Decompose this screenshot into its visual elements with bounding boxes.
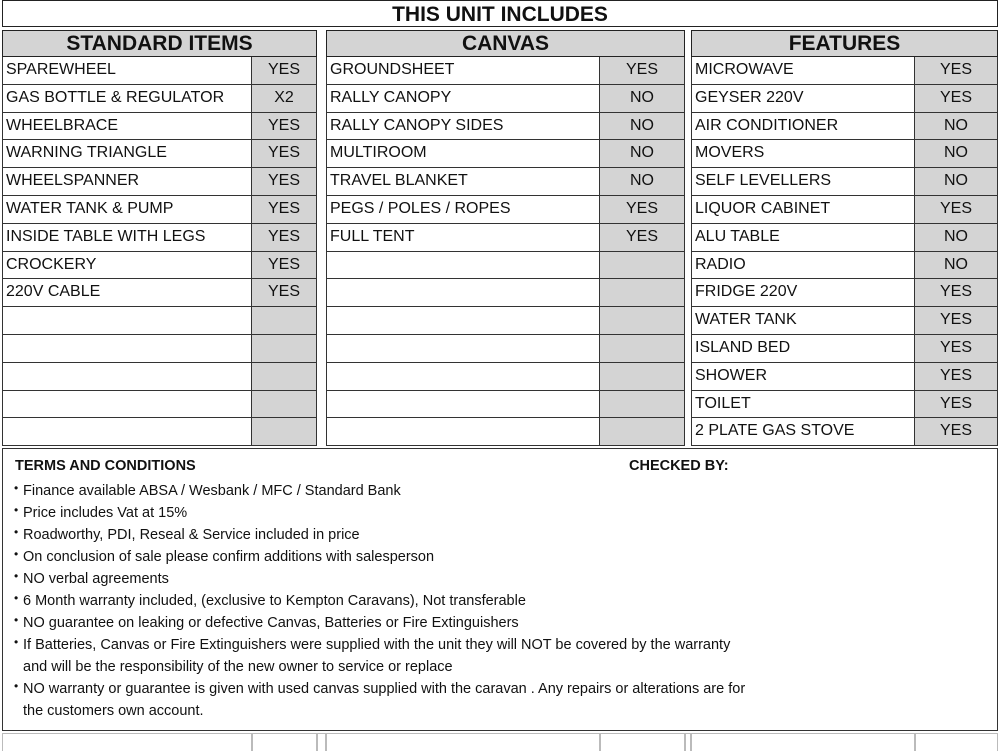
item-label: TOILET — [691, 391, 915, 419]
table-row — [326, 363, 685, 391]
terms-item: • On conclusion of sale please confirm additions with salesperson — [14, 546, 754, 568]
item-value — [252, 391, 317, 419]
item-value — [252, 418, 317, 446]
terms-heading: TERMS AND CONDITIONS — [15, 458, 196, 474]
item-label: WHEELSPANNER — [2, 168, 252, 196]
terms-item: • NO guarantee on leaking or defective Canvas, Batteries or Fire Extinguishers — [14, 612, 754, 634]
terms-item: • 6 Month warranty included, (exclusive to Kempton Caravans), Not transferable — [14, 590, 754, 612]
item-label: TRAVEL BLANKET — [326, 168, 600, 196]
checked-by-label: CHECKED BY: — [629, 458, 729, 474]
item-label — [326, 307, 600, 335]
item-value: YES — [915, 85, 998, 113]
item-value: YES — [600, 196, 685, 224]
item-value: X2 — [252, 85, 317, 113]
terms-item: • Finance available ABSA / Wesbank / MFC / Standard Bank — [14, 480, 754, 502]
item-label — [2, 363, 252, 391]
item-value: YES — [252, 168, 317, 196]
bottom-cell — [326, 733, 600, 751]
item-value: NO — [915, 113, 998, 141]
table-row — [691, 168, 998, 196]
item-label: GEYSER 220V — [691, 85, 915, 113]
terms-box — [2, 448, 998, 731]
item-value: YES — [252, 279, 317, 307]
item-label: FULL TENT — [326, 224, 600, 252]
table-row — [326, 140, 685, 168]
table-row — [691, 363, 998, 391]
item-label: MULTIROOM — [326, 140, 600, 168]
item-label: ALU TABLE — [691, 224, 915, 252]
item-label — [326, 363, 600, 391]
item-label: RALLY CANOPY SIDES — [326, 113, 600, 141]
item-label: WATER TANK — [691, 307, 915, 335]
table-row — [326, 57, 685, 85]
table-row — [326, 418, 685, 446]
item-label: GAS BOTTLE & REGULATOR — [2, 85, 252, 113]
table-row — [2, 418, 317, 446]
item-value — [600, 363, 685, 391]
bottom-cell — [317, 733, 326, 751]
item-label — [326, 391, 600, 419]
item-label: SPAREWHEEL — [2, 57, 252, 85]
item-label: PEGS / POLES / ROPES — [326, 196, 600, 224]
table-row — [691, 335, 998, 363]
item-value: NO — [600, 113, 685, 141]
table-row — [691, 140, 998, 168]
table-row — [326, 335, 685, 363]
item-label — [2, 418, 252, 446]
terms-item: • Price includes Vat at 15% — [14, 502, 754, 524]
item-label: LIQUOR CABINET — [691, 196, 915, 224]
table-row — [2, 85, 317, 113]
item-label: AIR CONDITIONER — [691, 113, 915, 141]
bottom-empty-row — [2, 733, 998, 751]
item-value — [252, 307, 317, 335]
bottom-cell — [2, 733, 252, 751]
table-row — [691, 196, 998, 224]
item-value: NO — [600, 85, 685, 113]
item-value: YES — [600, 224, 685, 252]
item-label: MOVERS — [691, 140, 915, 168]
table-row — [326, 168, 685, 196]
item-value — [600, 335, 685, 363]
item-value: YES — [252, 252, 317, 280]
item-value: YES — [915, 57, 998, 85]
table-row — [691, 391, 998, 419]
table-row — [691, 113, 998, 141]
table-row — [326, 113, 685, 141]
item-label — [2, 335, 252, 363]
table-row — [2, 391, 317, 419]
item-value: YES — [252, 224, 317, 252]
terms-item: • NO warranty or guarantee is given with used canvas supplied with the caravan . Any repairs or alterations are for the customers own account. — [14, 678, 754, 722]
table-row — [326, 391, 685, 419]
table-row — [691, 418, 998, 446]
item-value — [252, 335, 317, 363]
canvas-rows — [326, 57, 685, 446]
table-row — [2, 224, 317, 252]
terms-item: • Roadworthy, PDI, Reseal & Service included in price — [14, 524, 754, 546]
item-value: NO — [915, 252, 998, 280]
item-value — [600, 279, 685, 307]
table-row — [326, 85, 685, 113]
item-value — [600, 391, 685, 419]
bottom-cell — [915, 733, 998, 751]
table-row — [2, 279, 317, 307]
table-row — [2, 113, 317, 141]
item-value: YES — [915, 418, 998, 446]
terms-list — [14, 480, 754, 722]
terms-item: • If Batteries, Canvas or Fire Extinguishers were supplied with the unit they will NOT be covered by the warranty and will be the responsibility of the new owner to service or replace — [14, 634, 754, 678]
item-label — [326, 335, 600, 363]
table-row — [2, 363, 317, 391]
features-rows — [691, 57, 998, 446]
bottom-cell — [600, 733, 685, 751]
table-row — [2, 307, 317, 335]
item-label: RALLY CANOPY — [326, 85, 600, 113]
item-label: ISLAND BED — [691, 335, 915, 363]
standard-items-heading: STANDARD ITEMS — [2, 30, 317, 57]
item-label: SELF LEVELLERS — [691, 168, 915, 196]
table-row — [326, 224, 685, 252]
item-label — [326, 279, 600, 307]
item-label: 2 PLATE GAS STOVE — [691, 418, 915, 446]
item-label: 220V CABLE — [2, 279, 252, 307]
table-row — [691, 279, 998, 307]
item-value — [600, 252, 685, 280]
item-value — [600, 307, 685, 335]
item-label: WARNING TRIANGLE — [2, 140, 252, 168]
table-row — [326, 279, 685, 307]
table-row — [2, 335, 317, 363]
table-row — [326, 307, 685, 335]
item-label — [326, 418, 600, 446]
table-row — [2, 57, 317, 85]
table-row — [2, 140, 317, 168]
item-label — [2, 391, 252, 419]
table-row — [691, 224, 998, 252]
item-value: YES — [915, 307, 998, 335]
item-value: NO — [915, 168, 998, 196]
item-label: CROCKERY — [2, 252, 252, 280]
item-value: NO — [915, 224, 998, 252]
table-row — [691, 307, 998, 335]
item-value: YES — [252, 57, 317, 85]
item-value: YES — [915, 196, 998, 224]
item-value: YES — [915, 363, 998, 391]
table-row — [2, 252, 317, 280]
item-value: YES — [915, 335, 998, 363]
table-row — [2, 196, 317, 224]
item-label: WATER TANK & PUMP — [2, 196, 252, 224]
table-row — [691, 57, 998, 85]
table-row — [326, 196, 685, 224]
bottom-cell — [252, 733, 317, 751]
canvas-section — [326, 30, 685, 446]
canvas-heading: CANVAS — [326, 30, 685, 57]
table-row — [2, 168, 317, 196]
item-label: GROUNDSHEET — [326, 57, 600, 85]
item-value: YES — [915, 279, 998, 307]
terms-item: • NO verbal agreements — [14, 568, 754, 590]
item-label: MICROWAVE — [691, 57, 915, 85]
features-section — [691, 30, 998, 446]
standard-items-rows — [2, 57, 317, 446]
table-row — [691, 252, 998, 280]
unit-includes-title: THIS UNIT INCLUDES — [2, 0, 998, 27]
item-label: INSIDE TABLE WITH LEGS — [2, 224, 252, 252]
item-value: NO — [915, 140, 998, 168]
item-value: NO — [600, 140, 685, 168]
item-value — [252, 363, 317, 391]
item-value: YES — [252, 196, 317, 224]
bottom-cell — [691, 733, 915, 751]
item-value: YES — [915, 391, 998, 419]
item-value — [600, 418, 685, 446]
item-label: RADIO — [691, 252, 915, 280]
item-value: YES — [252, 140, 317, 168]
table-row — [326, 252, 685, 280]
item-value: YES — [252, 113, 317, 141]
item-value: NO — [600, 168, 685, 196]
item-value: YES — [600, 57, 685, 85]
standard-items-section — [2, 30, 317, 446]
item-label: FRIDGE 220V — [691, 279, 915, 307]
item-label: SHOWER — [691, 363, 915, 391]
features-heading: FEATURES — [691, 30, 998, 57]
table-row — [691, 85, 998, 113]
item-label: WHEELBRACE — [2, 113, 252, 141]
item-label — [2, 307, 252, 335]
item-label — [326, 252, 600, 280]
